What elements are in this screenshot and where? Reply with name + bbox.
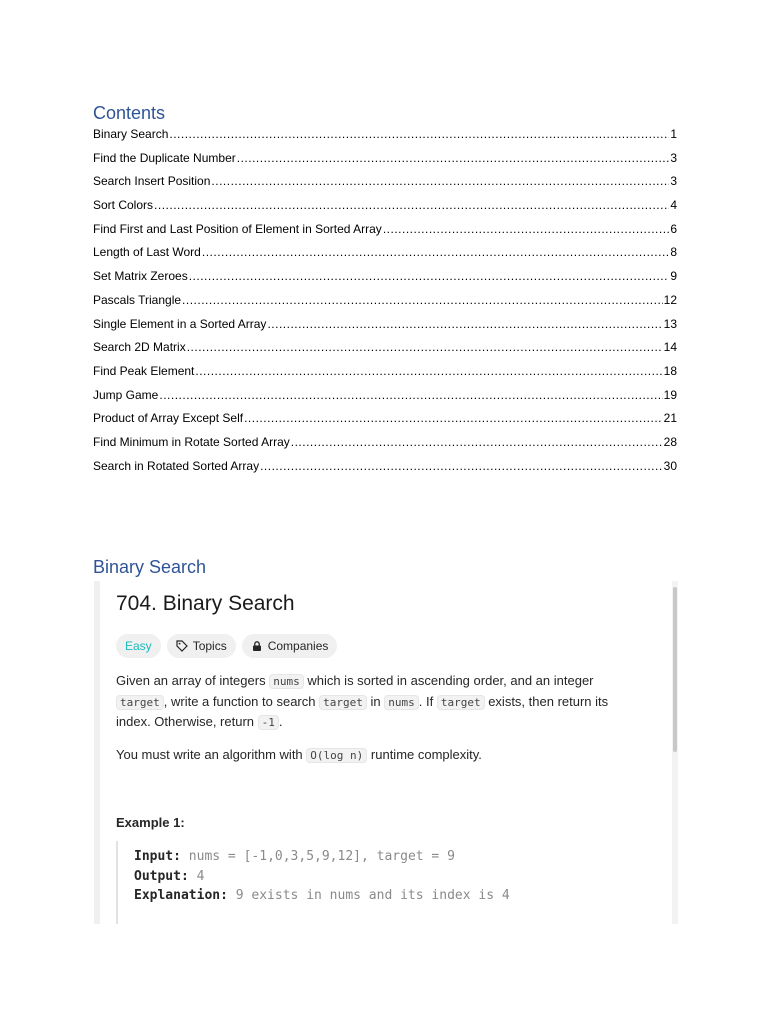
desc-text: exists, then return its index. Otherwise, return <box>116 693 609 729</box>
toc-entry-title: Search in Rotated Sorted Array <box>93 458 260 473</box>
toc-dot-leader <box>159 388 662 402</box>
toc-entry[interactable] <box>93 222 677 246</box>
toc-entry-title: Sort Colors <box>93 198 154 213</box>
toc-entry-page: 14 <box>663 340 677 355</box>
toc-entry[interactable] <box>93 198 677 222</box>
desc-text: , write a function to search <box>163 693 316 709</box>
input-value: nums = [-1,0,3,5,9,12], target = 9 <box>188 849 455 864</box>
problem-description <box>116 671 636 733</box>
problem-title: 704. Binary Search <box>116 592 295 615</box>
code-target: target <box>116 695 164 710</box>
toc-entry-page: 18 <box>663 363 677 378</box>
toc-dot-leader <box>154 198 669 212</box>
lock-icon <box>251 640 263 652</box>
toc-entry[interactable] <box>93 245 677 269</box>
toc-entry-title: Jump Game <box>93 387 159 402</box>
toc-entry-title: Pascals Triangle <box>93 292 182 307</box>
complexity-text: runtime complexity. <box>370 747 482 762</box>
toc-entry[interactable] <box>93 293 677 317</box>
example-block <box>116 841 656 924</box>
toc-entry-page: 4 <box>670 198 677 213</box>
toc-dot-leader <box>182 293 663 307</box>
code-target: target <box>319 695 367 710</box>
toc-entry-page: 21 <box>663 411 677 426</box>
toc-entry[interactable] <box>93 127 677 151</box>
toc-entry-page: 6 <box>670 221 677 236</box>
toc-entry-title: Find Minimum in Rotate Sorted Array <box>93 434 290 449</box>
code-nums: nums <box>269 674 304 689</box>
toc-entry[interactable] <box>93 174 677 198</box>
toc-entry[interactable] <box>93 411 677 435</box>
explanation-value: 9 exists in nums and its index is 4 <box>235 888 510 903</box>
toc-entry-title: Find First and Last Position of Element in Sorted Array <box>93 221 382 236</box>
toc-entry-page: 19 <box>663 387 677 402</box>
toc-dot-leader <box>169 127 669 141</box>
scrollbar-thumb[interactable] <box>673 587 677 752</box>
toc-entry-title: Product of Array Except Self <box>93 411 244 426</box>
toc-dot-leader <box>267 317 662 331</box>
toc-entry-title: Find Peak Element <box>93 363 195 378</box>
toc-entry-page: 8 <box>670 245 677 260</box>
toc-entry[interactable] <box>93 317 677 341</box>
toc-dot-leader <box>237 151 670 165</box>
toc-entry-page: 12 <box>663 292 677 307</box>
toc-entry-title: Search Insert Position <box>93 174 211 189</box>
scrollbar-track[interactable] <box>672 581 678 924</box>
output-key: Output: <box>134 868 189 884</box>
toc-entry-title: Set Matrix Zeroes <box>93 269 188 284</box>
toc-dot-leader <box>211 174 669 188</box>
toc-entry-page: 13 <box>663 316 677 331</box>
desc-text: in <box>370 693 381 709</box>
code-neg1: -1 <box>258 715 279 730</box>
toc-entry-page: 28 <box>663 434 677 449</box>
toc-entry-page: 30 <box>663 458 677 473</box>
toc-list <box>93 127 677 482</box>
toc-dot-leader <box>383 222 670 236</box>
problem-screenshot <box>94 581 678 924</box>
example-output <box>134 867 656 887</box>
toc-dot-leader <box>244 411 663 425</box>
explanation-key: Explanation: <box>134 888 228 903</box>
toc-entry-title: Length of Last Word <box>93 245 201 260</box>
companies-label: Companies <box>267 639 329 653</box>
toc-entry-page: 3 <box>670 150 677 165</box>
toc-entry-title: Find the Duplicate Number <box>93 150 236 165</box>
complexity-note <box>116 745 636 766</box>
code-target: target <box>437 695 485 710</box>
toc-entry[interactable] <box>93 388 677 412</box>
topics-button[interactable] <box>167 634 236 658</box>
toc-entry-page: 1 <box>670 127 677 141</box>
companies-button[interactable] <box>242 634 338 658</box>
toc-entry[interactable] <box>93 459 677 483</box>
code-nums: nums <box>384 695 419 710</box>
toc-entry-page: 3 <box>670 174 677 189</box>
toc-entry[interactable] <box>93 151 677 175</box>
desc-text: . If <box>418 693 434 709</box>
section-heading: Binary Search <box>93 557 207 577</box>
example-input <box>134 847 656 867</box>
code-complexity: O(log n) <box>306 748 367 763</box>
toc-entry[interactable] <box>93 340 677 364</box>
screenshot-left-edge <box>94 581 100 924</box>
problem-tags <box>116 634 337 658</box>
toc-entry[interactable] <box>93 364 677 388</box>
complexity-text: You must write an algorithm with <box>116 747 303 762</box>
desc-text: . <box>278 714 283 729</box>
toc-entry[interactable] <box>93 269 677 293</box>
desc-text: which is sorted in ascending order, and an integer <box>307 673 594 688</box>
toc-entry-page: 9 <box>670 269 677 284</box>
output-value: 4 <box>196 868 205 884</box>
desc-text: Given an array of integers <box>116 673 266 688</box>
toc-dot-leader <box>291 435 663 449</box>
toc-dot-leader <box>189 269 670 283</box>
toc-dot-leader <box>260 459 663 473</box>
toc-dot-leader <box>187 340 663 354</box>
example-explanation <box>134 886 656 906</box>
toc-entry-title: Binary Search <box>93 127 169 141</box>
topics-label: Topics <box>192 639 227 653</box>
toc-entry-title: Single Element in a Sorted Array <box>93 316 267 331</box>
toc-dot-leader <box>202 245 669 259</box>
difficulty-badge: Easy <box>116 634 161 658</box>
toc-entry-title: Search 2D Matrix <box>93 340 186 355</box>
example-label: Example 1: <box>116 815 185 830</box>
toc-dot-leader <box>195 364 662 378</box>
toc-heading: Contents <box>93 103 166 123</box>
toc-entry[interactable] <box>93 435 677 459</box>
tag-icon <box>176 640 188 652</box>
input-key: Input: <box>134 849 181 864</box>
